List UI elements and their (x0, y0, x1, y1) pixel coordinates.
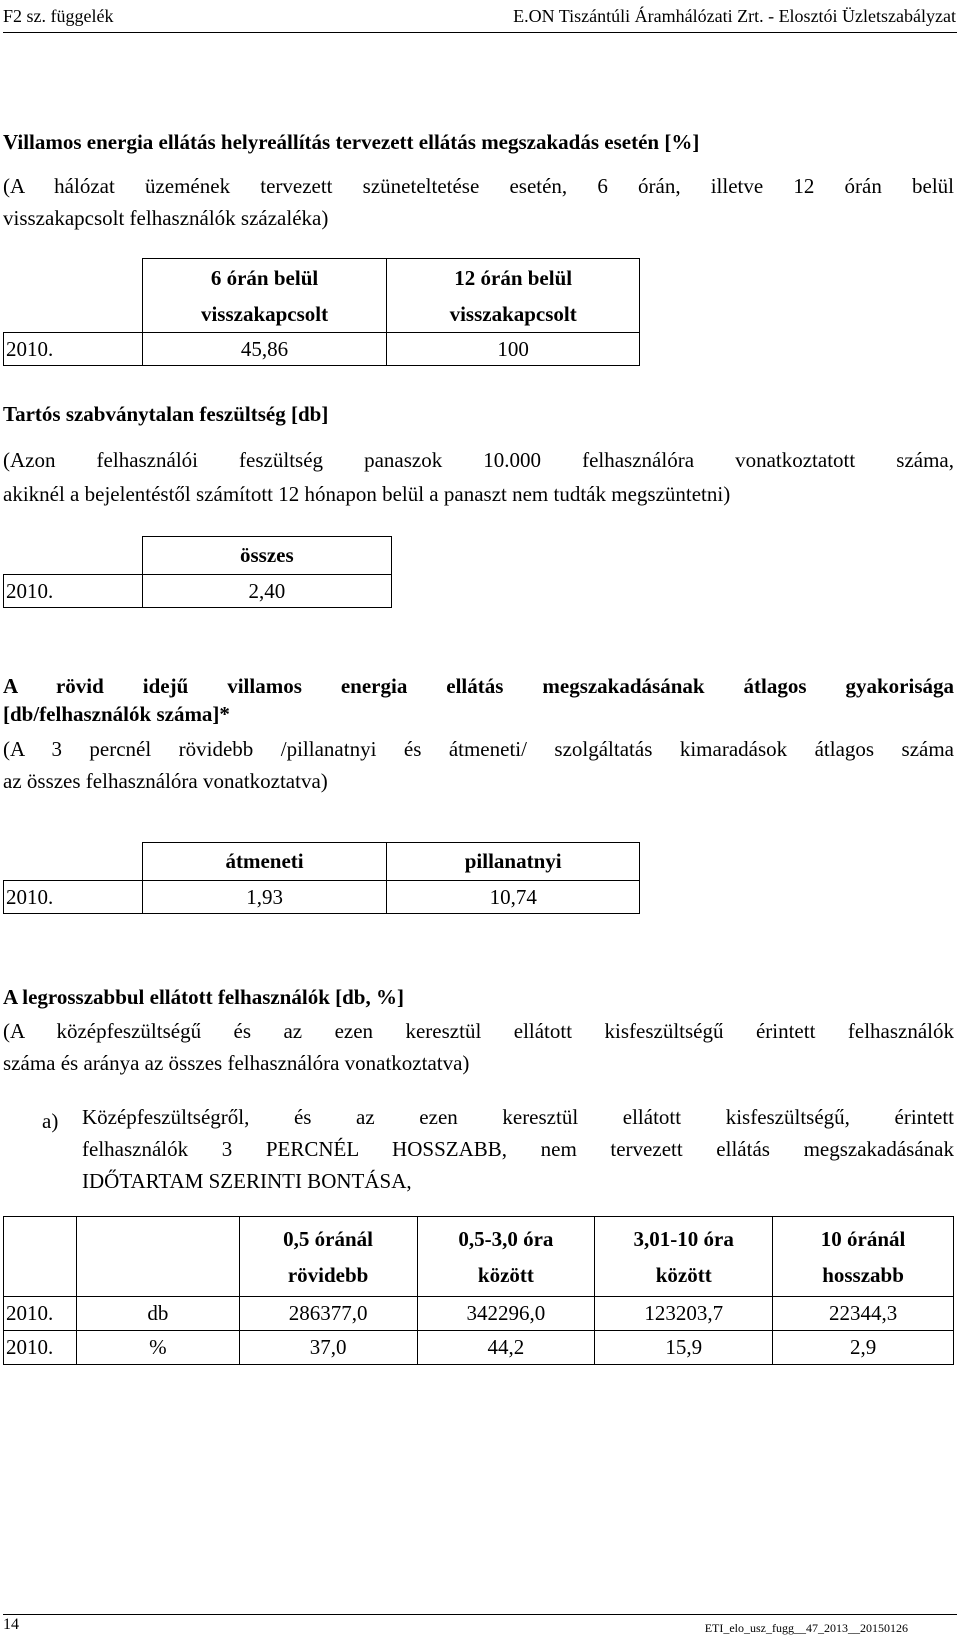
header-cell-l1: 3,01-10 óra (633, 1226, 734, 1251)
header-cell-l2: rövidebb (287, 1262, 369, 1287)
table-header-row (4, 259, 640, 333)
year-cell: 2010. (4, 333, 143, 366)
footer-divider (3, 1614, 957, 1615)
value-cell: 286377,0 (239, 1297, 417, 1331)
section3-desc-line1: (A 3 percnél rövidebb /pillanatnyi és átmeneti/ szolgáltatás kimaradások átlagos száma (3, 737, 954, 761)
section1-desc-line2: visszakapcsolt felhasználók százaléka) (3, 206, 329, 230)
value-cell: 22344,3 (773, 1297, 954, 1331)
empty-cell (4, 1217, 77, 1297)
section2-desc-line2: akiknél a bejelentéstől számított 12 hónapon belül a panaszt nem tudták megszüntetni) (3, 482, 731, 506)
table-row (4, 333, 640, 366)
section3-desc-line2: az összes felhasználóra vonatkoztatva) (3, 769, 328, 793)
page-number: 14 (3, 1616, 19, 1633)
section1-table (3, 258, 640, 366)
table-row (4, 881, 640, 914)
header-cell-l1: 10 óránál (820, 1226, 906, 1251)
table-row (4, 1297, 954, 1331)
table-row (4, 1331, 954, 1365)
header-divider (3, 32, 957, 33)
list-item-line1: Középfeszültségről, és az ezen keresztül ellátott kisfeszültségű, érintett (82, 1105, 954, 1129)
section3-title-line2: [db/felhasználók száma]* (3, 702, 230, 726)
section4-desc-line2: száma és aránya az összes felhasználóra vonatkoztatva) (3, 1051, 470, 1075)
value-cell: 15,9 (595, 1331, 773, 1365)
year-cell: 2010. (4, 1297, 77, 1331)
value-cell: 1,93 (142, 881, 387, 914)
header-cell-6h-l1: 6 órán belül (210, 265, 319, 290)
year-cell: 2010. (4, 575, 143, 608)
table-header-row (4, 537, 392, 575)
section4-desc-line1: (A középfeszültségű és az ezen keresztül ellátott kisfeszültségű érintett felhasználók (3, 1019, 954, 1043)
header-cell-6h-l2: visszakapcsolt (200, 301, 329, 326)
empty-cell (76, 1217, 239, 1297)
value-cell: 2,9 (773, 1331, 954, 1365)
section2-table (3, 536, 392, 608)
value-cell: 100 (387, 333, 640, 366)
section2-title: Tartós szabványtalan feszültség [db] (3, 402, 329, 426)
header-cell-atmeneti: átmeneti (142, 843, 387, 881)
header-cell-12h-l1: 12 órán belül (454, 265, 573, 290)
section1-title: Villamos energia ellátás helyreállítás tervezett ellátás megszakadás esetén [%] (3, 130, 700, 154)
header-right: E.ON Tiszántúli Áramhálózati Zrt. - Elosztói Üzletszabályzat (513, 6, 956, 26)
header-cell-l1: 0,5-3,0 óra (458, 1226, 554, 1251)
header-cell-l2: hosszabb (822, 1262, 904, 1287)
table-header-row (4, 1217, 954, 1297)
header-cell (239, 1217, 417, 1297)
year-cell: 2010. (4, 1331, 77, 1365)
header-cell (773, 1217, 954, 1297)
header-left: F2 sz. függelék (3, 6, 114, 26)
value-cell: 45,86 (142, 333, 387, 366)
header-cell-pillanatnyi: pillanatnyi (387, 843, 640, 881)
list-item-line2: felhasználók 3 PERCNÉL HOSSZABB, nem tervezett ellátás megszakadásának (82, 1137, 954, 1161)
value-cell: 37,0 (239, 1331, 417, 1365)
table-row (4, 575, 392, 608)
section2-desc-line1: (Azon felhasználói feszültség panaszok 10.000 felhasználóra vonatkoztatott száma, (3, 448, 954, 472)
value-cell: 2,40 (142, 575, 391, 608)
list-item-line3: IDŐTARTAM SZERINTI BONTÁSA, (82, 1169, 412, 1193)
empty-cell (4, 259, 143, 333)
section4-table (3, 1216, 954, 1365)
header-cell-12h-l2: visszakapcsolt (449, 301, 577, 326)
header-cell-12h (387, 259, 640, 333)
table-header-row (4, 843, 640, 881)
value-cell: 123203,7 (595, 1297, 773, 1331)
section1-desc-line1: (A hálózat üzemének tervezett szüneteltetése esetén, 6 órán, illetve 12 órán belül (3, 174, 954, 198)
section3-title-line1: A rövid idejű villamos energia ellátás megszakadásának átlagos gyakorisága (3, 674, 954, 698)
list-marker: a) (42, 1109, 59, 1133)
header-cell (417, 1217, 595, 1297)
unit-cell: db (76, 1297, 239, 1331)
header-cell (595, 1217, 773, 1297)
year-cell: 2010. (4, 881, 143, 914)
header-cell-l2: között (655, 1262, 712, 1287)
empty-cell (4, 537, 143, 575)
value-cell: 342296,0 (417, 1297, 595, 1331)
document-id: ETI_elo_usz_fugg__47_2013__20150126 (704, 1621, 908, 1635)
section3-table (3, 842, 640, 914)
header-cell-osszes: összes (142, 537, 391, 575)
header-cell-l1: 0,5 óránál (283, 1226, 374, 1251)
value-cell: 10,74 (387, 881, 640, 914)
empty-cell (4, 843, 143, 881)
header-cell-6h (142, 259, 387, 333)
unit-cell: % (76, 1331, 239, 1365)
value-cell: 44,2 (417, 1331, 595, 1365)
section4-title: A legrosszabbul ellátott felhasználók [db, %] (3, 985, 404, 1009)
header-cell-l2: között (477, 1262, 534, 1287)
